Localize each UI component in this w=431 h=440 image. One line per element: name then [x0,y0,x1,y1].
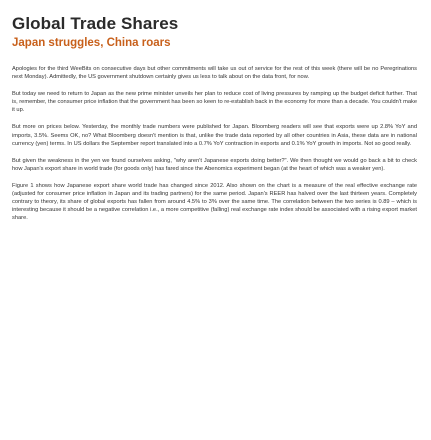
paragraph-intro: Apologies for the third WeeBits on consecutive days but other commitments will take us out of service for the rest of this week (there will be no Peregrinations next Monday). Admittedly, the US government shutdown certainly gives us less to talk about on the data front, for now. [12,66,417,81]
paragraph-japan-budget: But today we need to return to Japan as the new prime minister unveils her plan to reduce cost of living pressures by ramping up the budget deficit further. That is, remember, the consumer price inflation that the government has been so keen to re-establish back in the economy for more than a decade. You couldn't make it up. [12,91,417,114]
paragraph-export-question: But given the weakness in the yen we found ourselves asking, "why aren't Japanese exports doing better?". We then thought we would go back a bit to check how Japan's export share in world trade (for goods only) has fared since the Abenomics experiment began (at the heart of which was a weaker yen). [12,157,417,172]
paragraph-trade-numbers: But more on prices below. Yesterday, the monthly trade numbers were published for Japan. Bloomberg readers will see that exports were up 2.8% YoY and imports, 3.5%. Seems OK, no? What Bloomberg doesn't mention is that, unlike the trade data reported by all other countries in Asia, these data are in national currency (yen) terms. In US dollars the September report translated into a 0.7% YoY contraction in exports and 0.1% YoY growth in imports. Not so good really. [12,124,417,147]
document-title: Global Trade Shares [12,14,179,33]
paragraph-figure-discussion: Figure 1 shows how Japanese export share world trade has changed since 2012. Also shown on the chart is a measure of the real effective exchange rate (adjusted for consumer price inflation in Japan and its trading partners) for the same period. Japan's REER has halved over the last thirteen years. Completely contrary to theory, its share of global exports has fallen from around 4.5% to 3% over the same time. The correlation between the two series is 0.89 – which is interesting because it should be a negative correlation i.e., a more competitive (falling) real exchange rate index should be associated with a rising export market share. [12,182,417,222]
document-subtitle: Japan struggles, China roars [12,37,171,49]
